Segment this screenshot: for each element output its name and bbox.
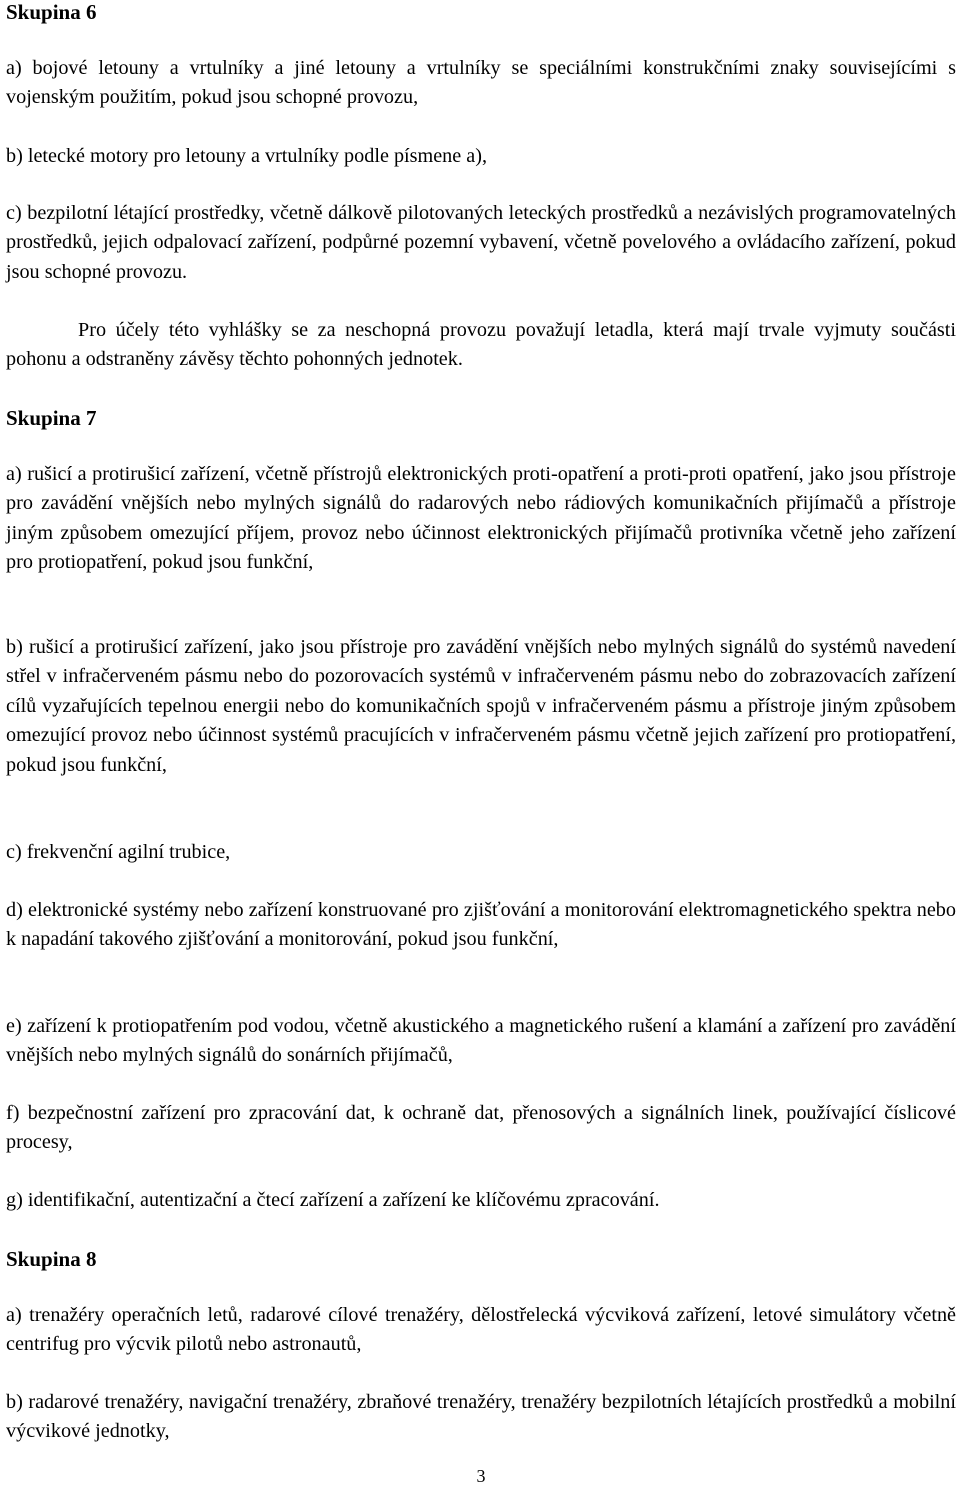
group6-item-b: b) letecké motory pro letouny a vrtulníky podle písmene a),: [6, 145, 488, 167]
group7-item-f: f) bezpečnostní zařízení pro zpracování dat, k ochraně dat, přenosových a signálních linek, používající číslicové procesy,: [6, 1102, 956, 1154]
group6-heading: Skupina 6: [6, 0, 97, 24]
group7-item-c: c) frekvenční agilní trubice,: [6, 841, 231, 863]
group8-item-b: b) radarové trenažéry, navigační trenažéry, zbraňové trenažéry, trenažéry bezpilotních létajících prostředků a mobilní výcvikové jednotky,: [6, 1391, 956, 1443]
group7-heading-text: Skupina 7: [6, 406, 97, 430]
group7-item-g: g) identifikační, autentizační a čtecí zařízení a zařízení ke klíčovému zpracování.: [6, 1189, 660, 1211]
group6-note: Pro účely této vyhlášky se za neschopná provozu považují letadla, která mají trvale vyjmuty součásti pohonu a odstraněny závěsy těchto pohonných jednotek.: [6, 319, 956, 371]
group6-item-c: c) bezpilotní létající prostředky, včetně dálkově pilotovaných leteckých prostředků a nezávislých programovatelných prostředků, jejich odpalovací zařízení, podpůrné pozemní vybavení, včetně povelového a ovládacího zařízení, pokud jsou schopné provozu.: [6, 202, 956, 283]
group7-item-b: b) rušicí a protirušicí zařízení, jako jsou přístroje pro zavádění vnějších nebo mylných signálů do systémů navedení střel v infračerveném pásmu nebo do pozorovacích systémů v infračerveném pásmu nebo do zobrazovacích zařízení cílů vyzařujících tepelnou energii nebo do komunikačních spojů v infračerveném pásmu a přístroje jiným způsobem omezující provoz nebo účinnost systémů pracujících v infračerveném pásmu včetně jejich zařízení pro protiopatření, pokud jsou funkční,: [6, 636, 956, 776]
group7-heading: [6, 406, 96, 430]
group6-item-a: a) bojové letouny a vrtulníky a jiné letouny a vrtulníky se speciálními konstrukčními znaky souvisejícími s vojenským použitím, pokud jsou schopné provozu,: [6, 57, 956, 109]
group7-item-d: d) elektronické systémy nebo zařízení konstruované pro zjišťování a monitorování elektromagnetického spektra nebo k napadání takového zjišťování a monitorování, pokud jsou funkční,: [6, 899, 956, 951]
group8-item-a: a) trenažéry operačních letů, radarové cílové trenažéry, dělostřelecká výcviková zařízení, letové simulátory včetně centrifug pro výcvik pilotů nebo astronautů,: [6, 1304, 956, 1356]
group8-heading: Skupina 8: [6, 1247, 97, 1271]
group7-item-a: a) rušicí a protirušicí zařízení, včetně přístrojů elektronických proti-opatření a proti-proti opatření, jako jsou přístroje pro zavádění vnějších nebo mylných signálů do radarových nebo rádiových komunikačních přijímačů a přístroje jiným způsobem omezující příjem, provoz nebo účinnost elektronických přijímačů protivníka včetně jeho zařízení pro protiopatření, pokud jsou funkční,: [6, 463, 956, 574]
page-number: 3: [476, 1466, 486, 1486]
group7-item-e: e) zařízení k protiopatřením pod vodou, včetně akustického a magnetického rušení a klamání a zařízení pro zavádění vnějších nebo mylných signálů do sonárních přijímačů,: [6, 1015, 956, 1067]
